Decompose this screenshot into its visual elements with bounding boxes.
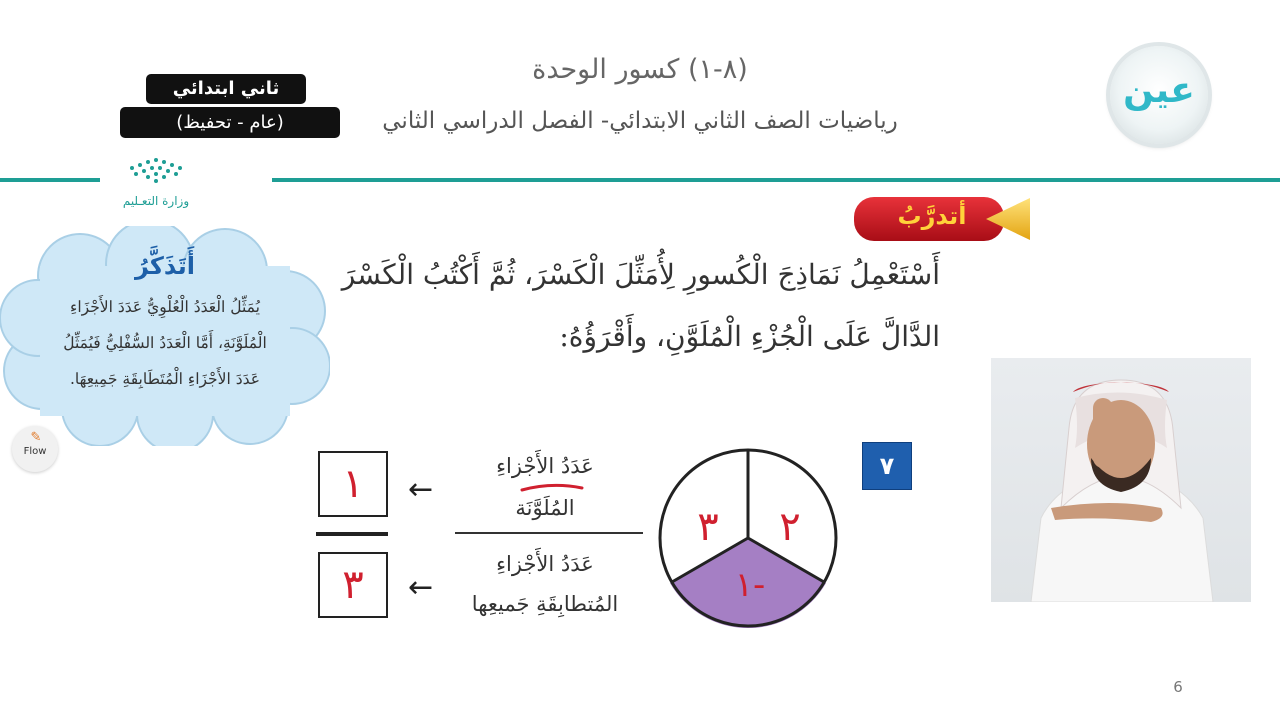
exercise-number-badge: ٧ xyxy=(862,442,912,490)
pencil-icon: ✎ xyxy=(30,430,42,445)
lesson-title: (٨-١) كسور الوحدة xyxy=(532,54,748,85)
instruction-line-2: الدَّالَّ عَلَى الْجُزْءِ الْمُلَوَّنِ، وأَقْرَؤُهُ: xyxy=(559,320,940,353)
denominator-label-line-1: عَدَدُ الأَجْزاءِ xyxy=(496,552,594,576)
presenter-figure xyxy=(991,358,1251,602)
denominator-label-line-2: المُتطابِقَةِ جَميعِها xyxy=(471,592,619,616)
red-underline-annotation xyxy=(520,480,584,494)
denominator-box: ٣ xyxy=(318,552,388,618)
numerator-label-line-2: المُلَوَّنَة xyxy=(515,496,575,520)
lesson-subtitle: رياضيات الصف الثاني الابتدائي- الفصل الدراسي الثاني xyxy=(382,108,898,134)
fraction-circle xyxy=(658,448,838,628)
page-number: 6 xyxy=(1173,678,1183,696)
ain-logo-text: عين xyxy=(1123,70,1195,111)
ministry-label: وزارة التعـليم xyxy=(122,194,190,208)
circle-label-bottom: ١- xyxy=(734,565,766,605)
label-divider xyxy=(455,532,643,534)
reminder-title: أَتَذَكَّرُ xyxy=(135,252,195,280)
reminder-line-3: عَدَدَ الأَجْزَاءِ الْمُتَطَابِقَةِ جَمِيعِهَا. xyxy=(69,370,260,388)
sign-language-video[interactable] xyxy=(991,358,1251,602)
header-divider-left xyxy=(0,178,100,182)
reminder-line-1: يُمَثِّلُ الْعَدَدُ الْعُلْوِيُّ عَدَدَ الأَجْزَاءِ xyxy=(70,298,260,316)
track-badge: (عام - تحفيظ) xyxy=(120,107,340,138)
circle-label-right: ٢ xyxy=(779,504,801,550)
arrow-left-icon: ← xyxy=(408,472,434,507)
practice-banner-label: أتدرَّبُ xyxy=(897,202,967,230)
instruction-line-1: أَسْتَعْمِلُ نَمَاذِجَ الْكُسورِ لِأُمَثِّلَ الْكَسْرَ، ثُمَّ أَكْتُبُ الْكَسْرَ xyxy=(341,258,940,291)
header-divider-right xyxy=(272,178,1280,182)
circle-label-left: ٣ xyxy=(697,504,719,550)
numerator-box: ١ xyxy=(318,451,388,517)
fraction-bar xyxy=(316,532,388,536)
numerator-label-line-1: عَدَدُ الأَجْزاءِ xyxy=(496,454,594,478)
grade-badge: ثاني ابتدائي xyxy=(146,74,306,104)
arrow-left-icon: ← xyxy=(408,570,434,605)
flow-button-label: Flow xyxy=(23,446,47,457)
reminder-line-2: الْمُلَوَّنَةِ، أَمَّا الْعَدَدُ السُّفْلِيُّ فَيُمَثِّلُ xyxy=(63,334,267,352)
